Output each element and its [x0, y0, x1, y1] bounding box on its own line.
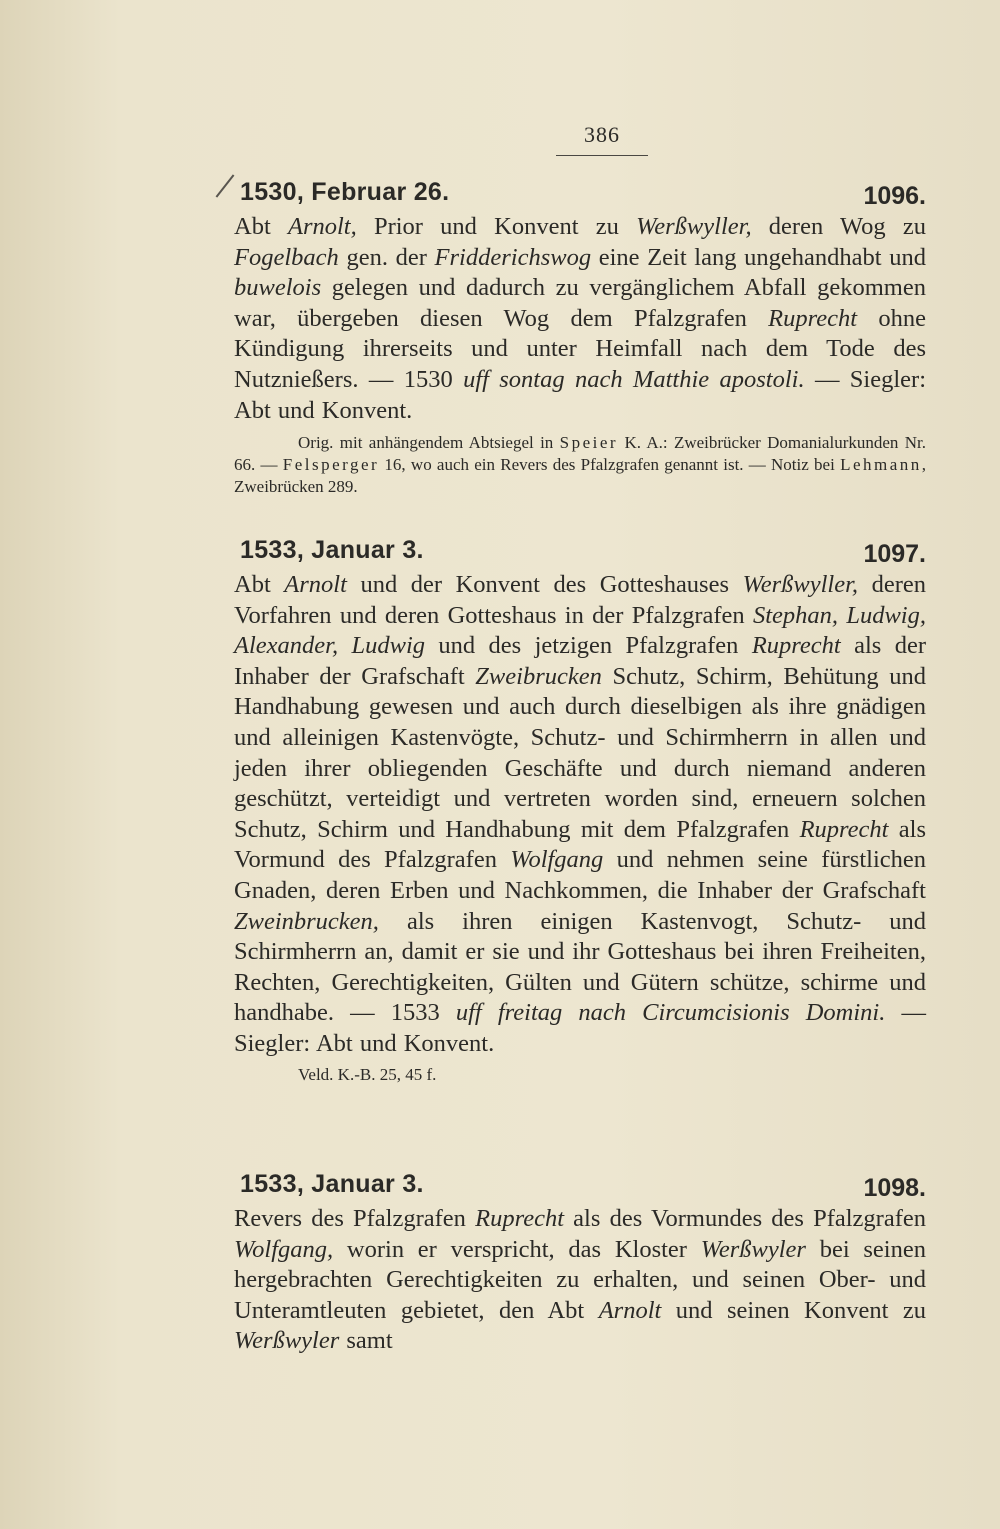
entry-date: 1533, Januar 3.	[240, 536, 424, 564]
entry-text	[234, 570, 926, 1060]
entry-1096	[234, 178, 926, 498]
text-run: als des Vormundes des Pfalzgrafen	[564, 1205, 927, 1232]
text-run: Revers des Pfalzgrafen	[234, 1205, 476, 1232]
text-run: K. A.: Zweibrücker Domanialurkunden Nr. 66. —	[234, 433, 926, 475]
italic-run: Fogelbach	[234, 243, 339, 271]
italic-run: Stephan, Ludwig, Alexander, Ludwig	[234, 601, 926, 660]
text-run: als ihren einigen Kastenvogt, Schutz- und Schirmherrn an, damit er sie und ihr Gotteshaus bei ihren Freiheiten, Rechten, Gerechtigkeiten, Gülten und Gütern schütze, schirme und handhabe. — 1533	[234, 907, 926, 1027]
entry-source	[234, 432, 926, 498]
italic-run: Zweinbrucken,	[234, 907, 379, 935]
italic-run: Arnolt,	[287, 213, 357, 240]
italic-run: buwelois	[234, 274, 322, 302]
italic-run: Fridderichswog	[434, 243, 592, 271]
spaced-run: Felsperger	[282, 455, 380, 475]
entry-date: 1530, Februar 26.	[240, 178, 450, 206]
entry-1097	[234, 536, 926, 1086]
italic-run: Werßwyler	[234, 1327, 340, 1355]
entry-1098	[234, 1170, 926, 1357]
entry-text	[234, 212, 926, 426]
italic-run: uff sontag nach Matthie apostoli.	[463, 365, 805, 393]
text-run: worin er verspricht, das Kloster	[333, 1235, 701, 1263]
italic-run: Ruprecht	[768, 304, 858, 332]
italic-run: Werßwyller,	[636, 213, 752, 240]
entry-number: 1098.	[863, 1174, 926, 1202]
entry-head	[234, 1170, 926, 1204]
text-run: bei seinen hergebrachten Gerechtigkeiten zu erhalten, und seinen Ober- und Unteramtleuten gebietet, den Abt	[234, 1235, 926, 1324]
italic-run: Wolfgang	[510, 846, 604, 874]
text-run: und des jetzigen Pfalzgrafen	[425, 632, 752, 660]
text-run: Prior und Konvent zu	[356, 213, 637, 240]
text-run: eine Zeit lang ungehandhabt und	[591, 243, 926, 271]
entry-head	[234, 178, 926, 212]
text-run: gelegen und dadurch zu vergänglichem Abfall gekommen war, übergeben diesen Wog dem Pfalzgrafen	[234, 274, 926, 332]
entry-number: 1097.	[863, 540, 926, 568]
italic-run: Zweibrucken	[475, 662, 602, 690]
text-run: samt	[339, 1327, 393, 1355]
spaced-run: Speier	[559, 433, 619, 453]
text-run: — Siegler: Abt und Konvent.	[234, 999, 926, 1057]
text-run: und seinen Konvent zu	[661, 1296, 927, 1324]
italic-run: Ruprecht	[751, 632, 841, 660]
text-run: ohne Kündigung ihrerseits und unter Heimfall nach dem Tode des Nutznießers. — 1530	[234, 304, 927, 393]
text-run: , Zweibrücken 289.	[234, 455, 927, 497]
italic-run: Wolfgang,	[234, 1235, 334, 1263]
entry-head	[234, 536, 926, 570]
text-run: Abt	[234, 571, 285, 598]
page-number-rule	[556, 155, 648, 156]
text-run: und nehmen seine fürstlichen Gnaden, deren Erben und Nachkommen, die Inhaber der Grafschaft	[234, 846, 926, 904]
text-run: Schutz, Schirm, Behütung und Handhabung gewesen und auch durch dieselbigen als ihre gnädigen und alleinigen Kastenvögte, Schutz- und Schirmherrn in allen und jeden ihrer obliegenden Geschäfte und durch niemand anderen geschützt, verteidigt und vertreten worden sind, erneuern solchen Schutz, Schirm und Handhabung mit dem Pfalzgrafen	[234, 662, 926, 843]
italic-run: Werßwyller,	[742, 571, 859, 598]
italic-run: uff freitag nach Circumcisionis Domini.	[455, 999, 886, 1027]
entry-text	[234, 1204, 926, 1357]
italic-run: Ruprecht	[799, 815, 889, 843]
italic-run: Werßwyler	[700, 1235, 806, 1263]
text-run: gen. der	[338, 243, 435, 271]
text-run: als der Inhaber der Grafschaft	[234, 632, 927, 690]
text-run: deren Vorfahren und deren Gotteshaus in der Pfalzgrafen	[234, 571, 926, 629]
text-run: und der Konvent des Gotteshauses	[346, 571, 743, 598]
text-run: — Siegler: Abt und Konvent.	[234, 365, 926, 424]
pencil-mark	[216, 174, 235, 197]
spaced-run: Lehmann	[840, 455, 922, 475]
italic-run: Arnolt	[284, 571, 347, 598]
italic-run: Arnolt	[598, 1296, 662, 1324]
italic-run: Ruprecht	[475, 1205, 565, 1232]
text-run: 16, wo auch ein Revers des Pfalzgrafen genannt ist. — Notiz bei	[379, 455, 841, 475]
entry-number: 1096.	[863, 182, 926, 210]
text-run: Orig. mit anhängendem Abtsiegel in	[298, 433, 560, 453]
page-number: 386	[584, 122, 620, 147]
text-run: Abt	[234, 213, 288, 240]
text-run: als Vormund des Pfalzgrafen	[234, 815, 927, 874]
text-run: deren Wog zu	[751, 213, 927, 240]
entry-date: 1533, Januar 3.	[240, 1170, 424, 1198]
entry-source: Veld. K.-B. 25, 45 f.	[298, 1064, 437, 1084]
